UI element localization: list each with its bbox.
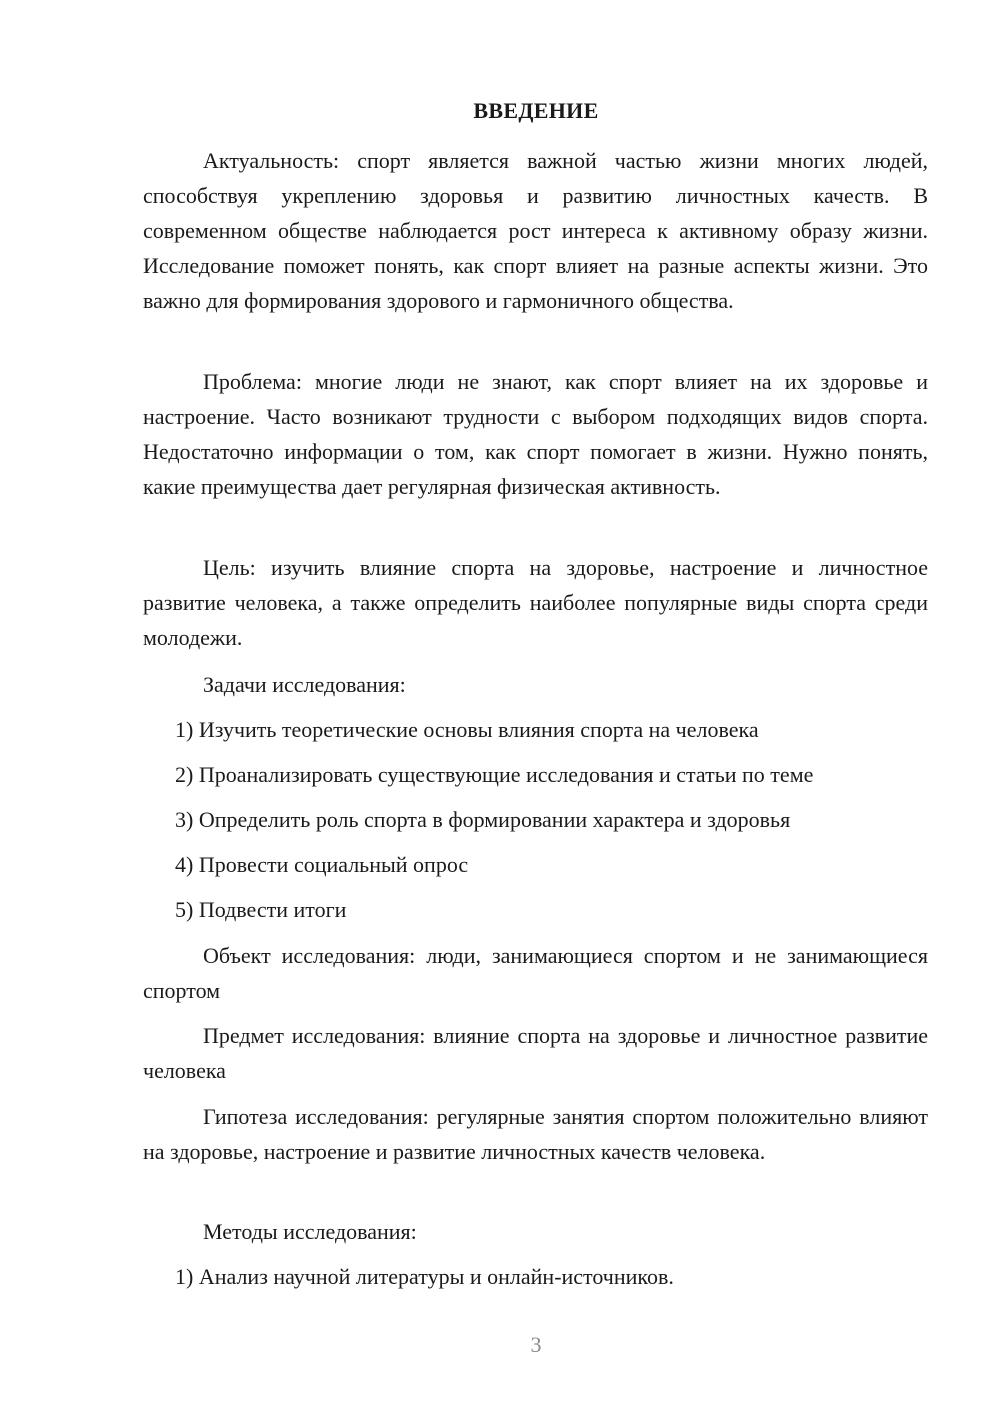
paragraph-subject: Предмет исследования: влияние спорта на здоровье и личностное развитие человека (143, 1023, 928, 1083)
tasks-label: Задачи исследования: (203, 672, 406, 697)
task-item: 4) Провести социальный опрос (175, 852, 469, 877)
task-item: 1) Изучить теоретические основы влияния спорта на человека (175, 717, 759, 742)
paragraph-problem: Проблема: многие люди не знают, как спорт влияет на их здоровье и настроение. Часто возникают трудности с выбором подходящих видов спорта. Недостаточно информации о том, как спорт помогает в жизни. Нужно понять, какие преимущества дает регулярная физическая активность. (143, 369, 928, 499)
task-item: 2) Проанализировать существующие исследования и статьи по теме (175, 762, 814, 787)
section-heading: ВВЕДЕНИЕ (473, 98, 599, 123)
paragraph-object: Объект исследования: люди, занимающиеся спортом и не занимающиеся спортом (143, 943, 928, 1003)
methods-label: Методы исследования: (203, 1219, 417, 1244)
paragraph-hypothesis: Гипотеза исследования: регулярные занятия спортом положительно влияют на здоровье, настроение и развитие личностных качеств человека. (143, 1104, 928, 1164)
paragraph-goal: Цель: изучить влияние спорта на здоровье, настроение и личностное развитие человека, а также определить наиболее популярные виды спорта среди молодежи. (143, 555, 928, 650)
method-item: 1) Анализ научной литературы и онлайн-источников. (175, 1264, 674, 1289)
page-number: 3 (530, 1332, 542, 1357)
paragraph-relevance: Актуальность: спорт является важной частью жизни многих людей, способствуя укреплению здоровья и развитию личностных качеств. В современном обществе наблюдается рост интереса к активному образу жизни. Исследование поможет понять, как спорт влияет на разные аспекты жизни. Это важно для формирования здорового и гармоничного общества. (143, 148, 928, 313)
task-item: 3) Определить роль спорта в формировании характера и здоровья (175, 807, 791, 832)
task-item: 5) Подвести итоги (175, 897, 347, 922)
